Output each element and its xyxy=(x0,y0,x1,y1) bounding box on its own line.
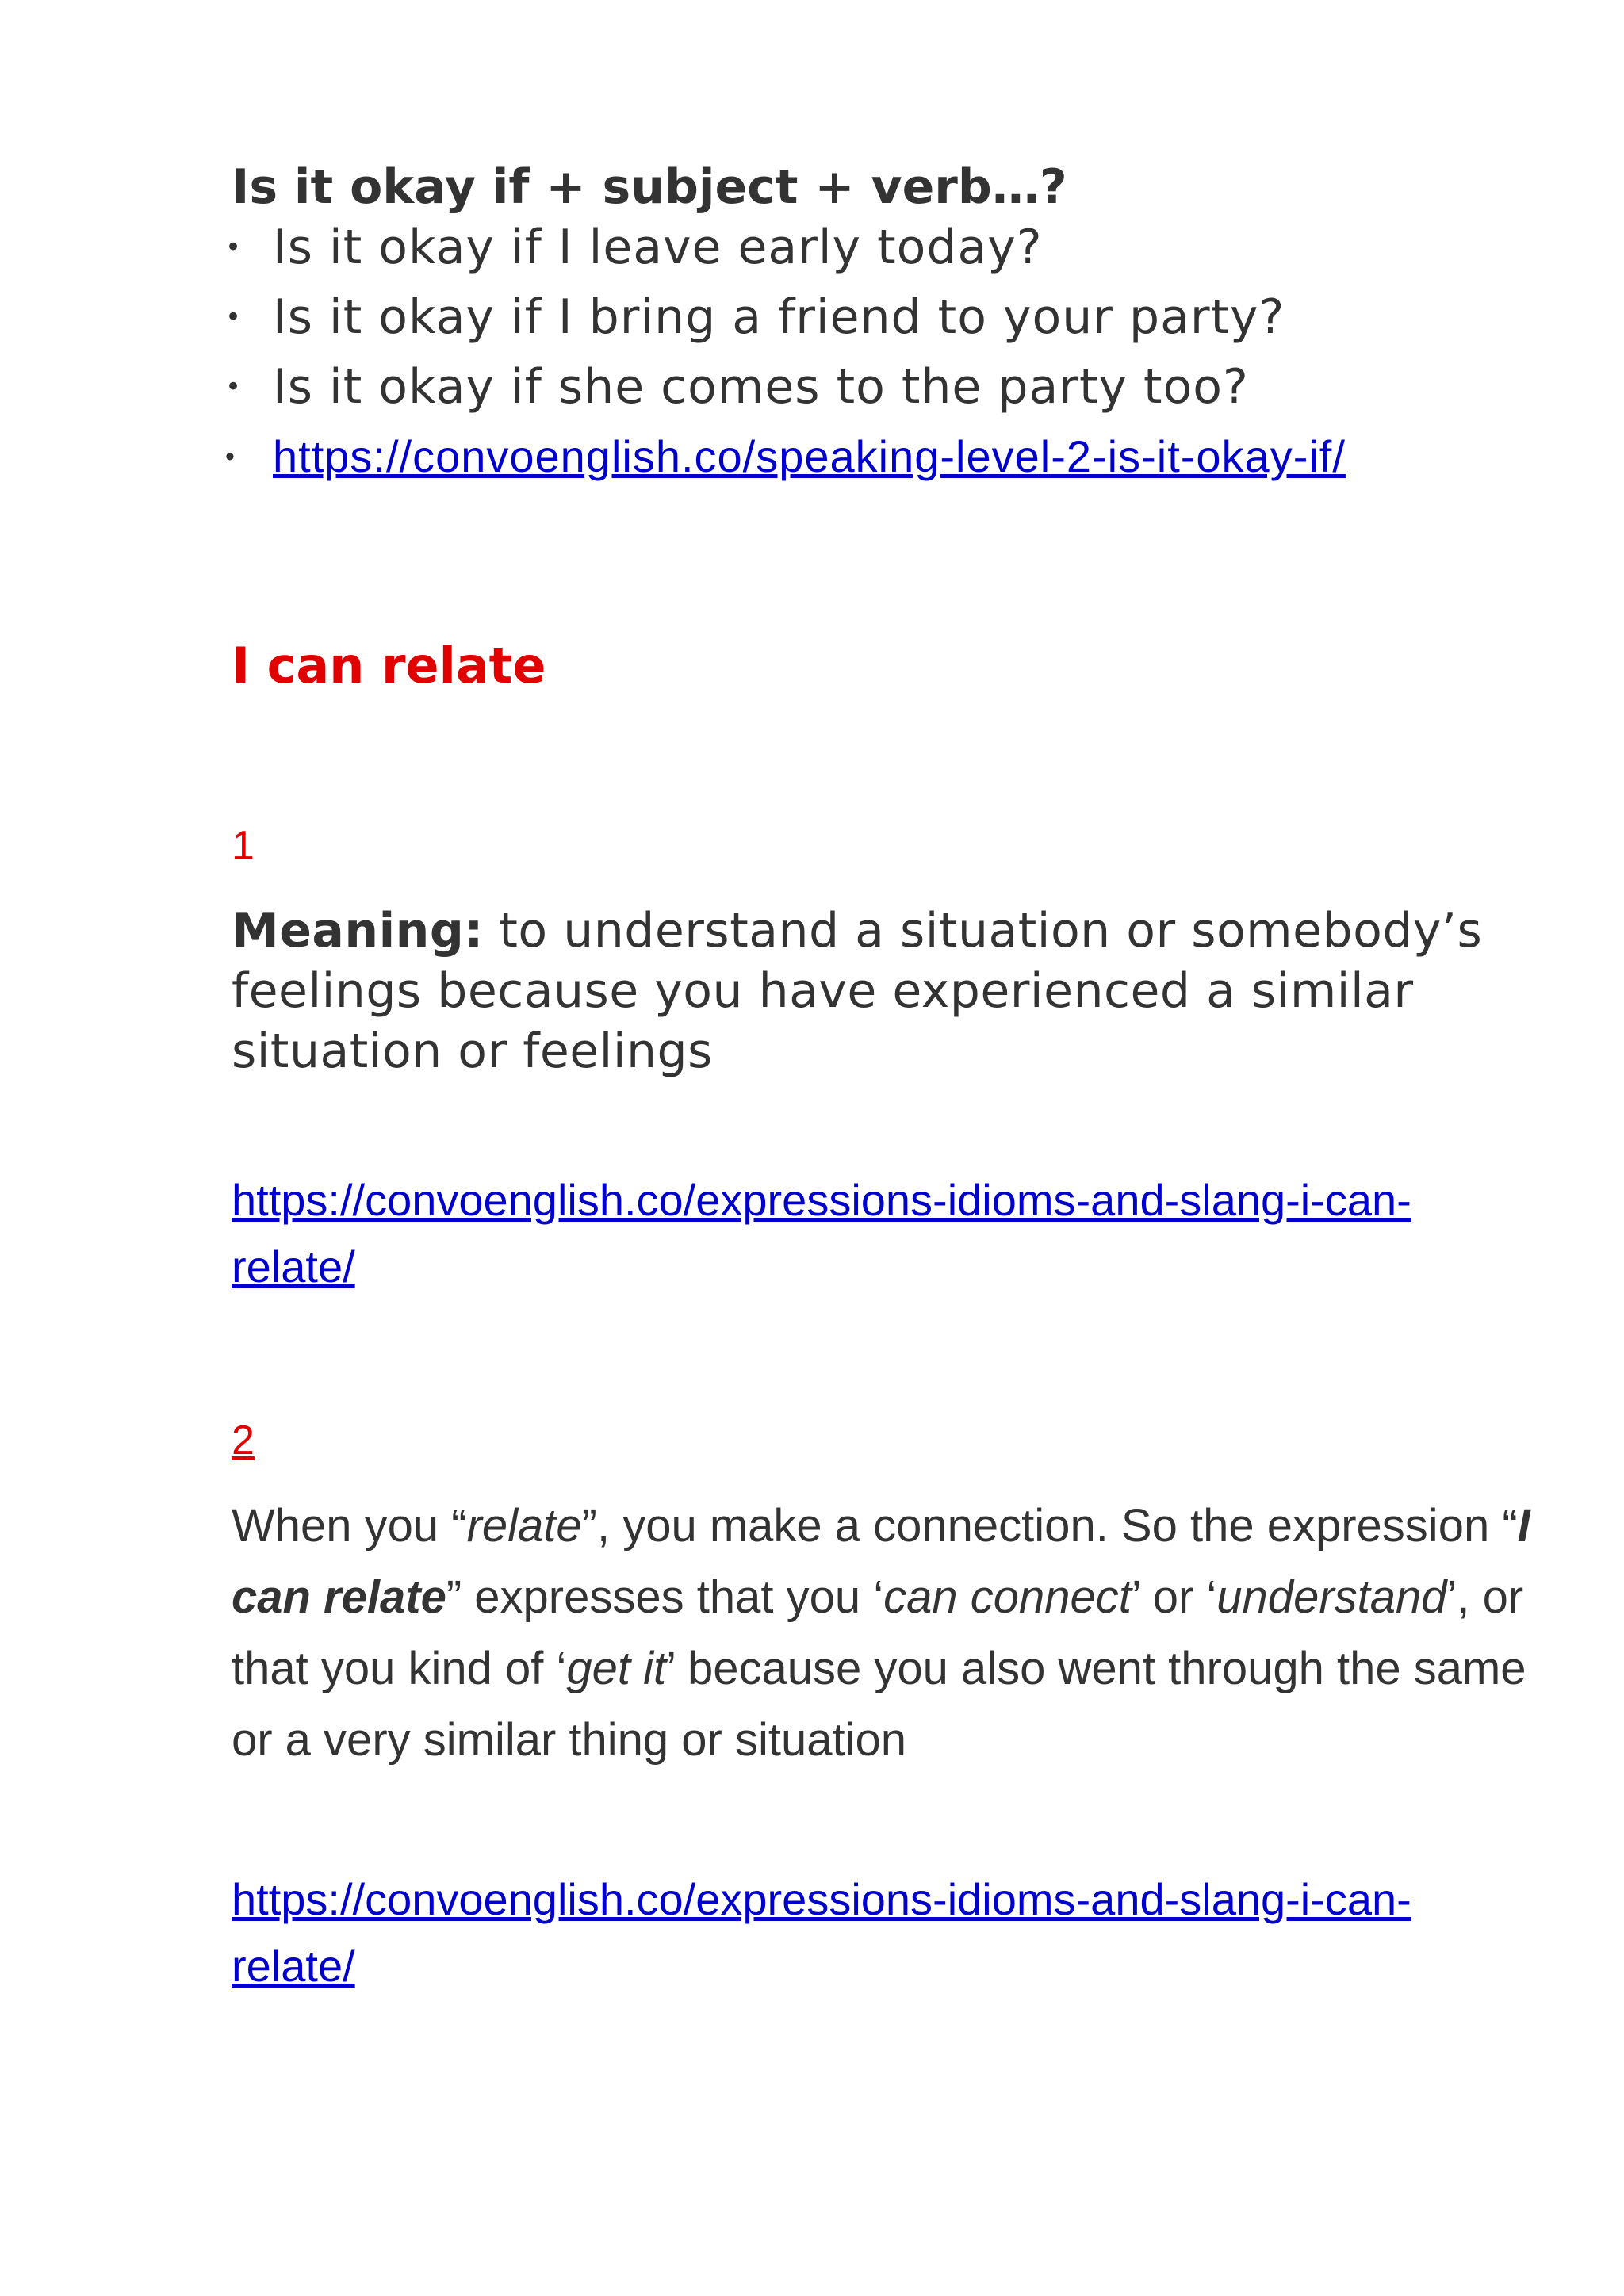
explanation-part: can connect xyxy=(883,1571,1132,1623)
example-text: Is it okay if she comes to the party too? xyxy=(273,359,1249,415)
explanation-part: understand xyxy=(1216,1571,1447,1623)
list-item xyxy=(232,422,1540,492)
list-item xyxy=(232,212,1540,282)
explanation-part: ” expresses that you ‘ xyxy=(446,1571,884,1623)
definition-meaning xyxy=(232,901,1532,1081)
definition-explanation xyxy=(232,1490,1532,1776)
example-link[interactable]: https://convoenglish.co/speaking-level-2-is-it-okay-if/ xyxy=(273,431,1346,481)
example-text: Is it okay if I leave early today? xyxy=(273,220,1043,275)
definition-link-container xyxy=(232,1167,1500,1300)
definition-number-1: 1 xyxy=(232,823,255,869)
example-list xyxy=(232,212,1540,492)
meaning-text: to understand a situation or somebody’s feelings because you have experienced a similar situation or feelings xyxy=(232,903,1483,1079)
definition-link-2[interactable]: https://convoenglish.co/expressions-idioms-and-slang-i-can-relate/ xyxy=(232,1874,1411,1991)
list-item xyxy=(232,282,1540,352)
explanation-part: When you “ xyxy=(232,1500,467,1552)
list-item xyxy=(232,352,1540,422)
meaning-label: Meaning: xyxy=(232,903,484,959)
explanation-part: get it xyxy=(566,1643,667,1694)
definition-link-1[interactable]: https://convoenglish.co/expressions-idioms-and-slang-i-can-relate/ xyxy=(232,1175,1411,1292)
definition-number-2: 2 xyxy=(232,1418,255,1464)
definition-link-container xyxy=(232,1866,1500,1999)
section-title: I can relate xyxy=(232,637,546,695)
explanation-part: relate xyxy=(466,1500,582,1552)
example-text: Is it okay if I bring a friend to your party? xyxy=(273,289,1285,345)
explanation-part: ’ because you also went through the same or a very similar thing or situation xyxy=(232,1643,1526,1766)
explanation-part: I can relate xyxy=(232,1500,1530,1623)
explanation-part: ’ or ‘ xyxy=(1131,1571,1217,1623)
explanation-part: ”, you make a connection. So the expression “ xyxy=(581,1500,1518,1552)
page-heading: Is it okay if + subject + verb…? xyxy=(232,159,1067,215)
explanation-part: ’, or that you kind of ‘ xyxy=(232,1571,1524,1694)
